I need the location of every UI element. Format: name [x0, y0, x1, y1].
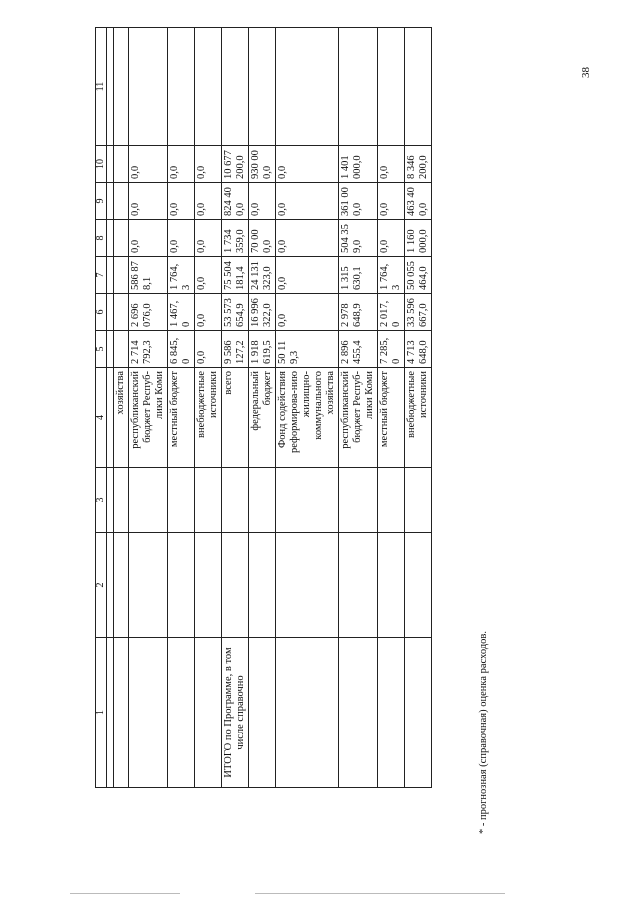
amount-cell: 1 764,3 — [378, 257, 405, 294]
table-cell — [405, 533, 432, 638]
amount-cell: 16 996 322,0 — [249, 294, 276, 331]
amount-cell: 2 696 076,0 — [129, 294, 168, 331]
rotated-table-page — [95, 28, 535, 788]
blank-cell — [107, 257, 114, 294]
amount-cell: 0,0 — [129, 183, 168, 220]
amount-cell: 1 918 619,5 — [249, 331, 276, 368]
blank-cell — [107, 220, 114, 257]
blank-cell — [107, 28, 114, 146]
amount-cell: 0,0 — [276, 257, 339, 294]
amount-cell: 2 896 455,4 — [339, 331, 378, 368]
blank-cell — [107, 533, 114, 638]
table-cell — [276, 533, 339, 638]
amount-cell: 10 677 200,0 — [222, 146, 249, 183]
amount-cell: 53 573 654,9 — [222, 294, 249, 331]
table-row — [339, 28, 378, 788]
blank-cell — [107, 183, 114, 220]
table-cell — [114, 468, 129, 533]
amount-cell: 1 315 630,1 — [339, 257, 378, 294]
table-cell — [405, 28, 432, 146]
amount-cell: 33 596 667,0 — [405, 294, 432, 331]
table-cell — [195, 28, 222, 146]
funding-source-cell: всего — [222, 368, 249, 468]
table-cell — [276, 468, 339, 533]
table-cell — [276, 28, 339, 146]
column-number: 11 — [96, 28, 107, 146]
amount-cell: 1 764,3 — [168, 257, 195, 294]
column-number: 2 — [96, 533, 107, 638]
amount-cell: 0,0 — [276, 220, 339, 257]
funding-source-cell: хозяйства — [114, 368, 129, 468]
amount-cell: 586 878,1 — [129, 257, 168, 294]
amount-cell — [114, 294, 129, 331]
amount-cell: 0,0 — [168, 183, 195, 220]
amount-cell: 0,0 — [168, 220, 195, 257]
table-cell — [168, 468, 195, 533]
program-label-cell — [378, 638, 405, 788]
amount-cell: 1 467,0 — [168, 294, 195, 331]
column-number: 1 — [96, 638, 107, 788]
funding-source-cell: республиканский бюджет Респуб-лики Коми — [339, 368, 378, 468]
amount-cell: 4 713 648,0 — [405, 331, 432, 368]
table-cell — [168, 28, 195, 146]
table-cell — [222, 468, 249, 533]
table-row — [249, 28, 276, 788]
amount-cell: 1 401 000,0 — [339, 146, 378, 183]
amount-cell: 0,0 — [195, 146, 222, 183]
amount-cell — [114, 331, 129, 368]
amount-cell: 50 055 464,0 — [405, 257, 432, 294]
program-label-cell — [129, 638, 168, 788]
funding-source-cell: местный бюджет — [378, 368, 405, 468]
amount-cell: 504 359,0 — [339, 220, 378, 257]
amount-cell: 824 400,0 — [222, 183, 249, 220]
blank-cell — [107, 331, 114, 368]
table-cell — [129, 533, 168, 638]
column-number: 5 — [96, 331, 107, 368]
amount-cell: 1 734 359,0 — [222, 220, 249, 257]
amount-cell: 0,0 — [129, 220, 168, 257]
scan-artifact-line — [255, 893, 505, 894]
table-row — [195, 28, 222, 788]
table-cell — [378, 533, 405, 638]
amount-cell: 7 285,0 — [378, 331, 405, 368]
amount-cell: 6 845,0 — [168, 331, 195, 368]
amount-cell: 0,0 — [249, 183, 276, 220]
column-number: 3 — [96, 468, 107, 533]
table-body — [96, 28, 432, 788]
program-funding-table — [95, 27, 432, 788]
amount-cell: 0,0 — [276, 183, 339, 220]
table-cell — [249, 468, 276, 533]
amount-cell: 930 000,0 — [249, 146, 276, 183]
funding-source-cell: республиканский бюджет Респуб-лики Коми — [129, 368, 168, 468]
amount-cell: 24 131 323,0 — [249, 257, 276, 294]
amount-cell: 70 000,0 — [249, 220, 276, 257]
blank-row — [107, 28, 114, 788]
column-number: 8 — [96, 220, 107, 257]
table-cell — [129, 28, 168, 146]
program-label-cell — [114, 638, 129, 788]
amount-cell — [114, 257, 129, 294]
amount-cell: 8 346 200,0 — [405, 146, 432, 183]
amount-cell: 0,0 — [276, 294, 339, 331]
table-cell — [249, 533, 276, 638]
amount-cell: 0,0 — [378, 220, 405, 257]
program-label-cell — [339, 638, 378, 788]
amount-cell — [114, 220, 129, 257]
amount-cell: 0,0 — [378, 183, 405, 220]
table-cell — [129, 468, 168, 533]
amount-cell: 0,0 — [378, 146, 405, 183]
amount-cell: 1 160 000,0 — [405, 220, 432, 257]
blank-cell — [107, 638, 114, 788]
amount-cell: 361 000,0 — [339, 183, 378, 220]
column-number: 10 — [96, 146, 107, 183]
amount-cell: 0,0 — [195, 331, 222, 368]
blank-cell — [107, 368, 114, 468]
amount-cell: 0,0 — [129, 146, 168, 183]
column-number-row — [96, 28, 107, 788]
column-number: 6 — [96, 294, 107, 331]
program-label-cell — [276, 638, 339, 788]
table-cell — [339, 468, 378, 533]
table-row — [222, 28, 249, 788]
amount-cell: 2 714 792,3 — [129, 331, 168, 368]
table-cell — [378, 28, 405, 146]
amount-cell: 463 400,0 — [405, 183, 432, 220]
column-number: 4 — [96, 368, 107, 468]
table-cell — [168, 533, 195, 638]
table-cell — [195, 533, 222, 638]
amount-cell: 50 119,3 — [276, 331, 339, 368]
column-number: 7 — [96, 257, 107, 294]
table-row — [405, 28, 432, 788]
page-number: 38 — [580, 67, 592, 78]
amount-cell: 75 504 181,4 — [222, 257, 249, 294]
amount-cell: 0,0 — [168, 146, 195, 183]
table-row — [168, 28, 195, 788]
blank-cell — [107, 468, 114, 533]
blank-cell — [107, 146, 114, 183]
funding-source-cell: федеральный бюджет — [249, 368, 276, 468]
amount-cell: 0,0 — [195, 294, 222, 331]
table-cell — [378, 468, 405, 533]
amount-cell: 2 017,0 — [378, 294, 405, 331]
program-label-cell: ИТОГО по Программе, в том числе справочно — [222, 638, 249, 788]
table-cell — [222, 533, 249, 638]
amount-cell: 0,0 — [195, 220, 222, 257]
program-label-cell — [405, 638, 432, 788]
table-row — [114, 28, 129, 788]
table-row — [129, 28, 168, 788]
amount-cell — [114, 183, 129, 220]
table-cell — [339, 28, 378, 146]
amount-cell: 9 586 127,2 — [222, 331, 249, 368]
table-cell — [249, 28, 276, 146]
amount-cell: 0,0 — [195, 183, 222, 220]
program-label-cell — [195, 638, 222, 788]
funding-source-cell: Фонд содействия реформирова-нию жилищно-коммунального хозяйства — [276, 368, 339, 468]
amount-cell: 2 978 648,9 — [339, 294, 378, 331]
table-row — [276, 28, 339, 788]
footnote: * - прогнозная (справочная) оценка расходов. — [478, 630, 489, 834]
amount-cell: 0,0 — [195, 257, 222, 294]
table-cell — [222, 28, 249, 146]
blank-cell — [107, 294, 114, 331]
table-cell — [339, 533, 378, 638]
table-cell — [195, 468, 222, 533]
funding-source-cell: местный бюджет — [168, 368, 195, 468]
table-row — [378, 28, 405, 788]
column-number: 9 — [96, 183, 107, 220]
program-label-cell — [168, 638, 195, 788]
scan-artifact-line — [70, 893, 180, 894]
amount-cell — [114, 146, 129, 183]
amount-cell: 0,0 — [276, 146, 339, 183]
funding-source-cell: внебюджетные источники — [405, 368, 432, 468]
program-label-cell — [249, 638, 276, 788]
table-cell — [405, 468, 432, 533]
funding-source-cell: внебюджетные источники — [195, 368, 222, 468]
table-cell — [114, 28, 129, 146]
table-cell — [114, 533, 129, 638]
